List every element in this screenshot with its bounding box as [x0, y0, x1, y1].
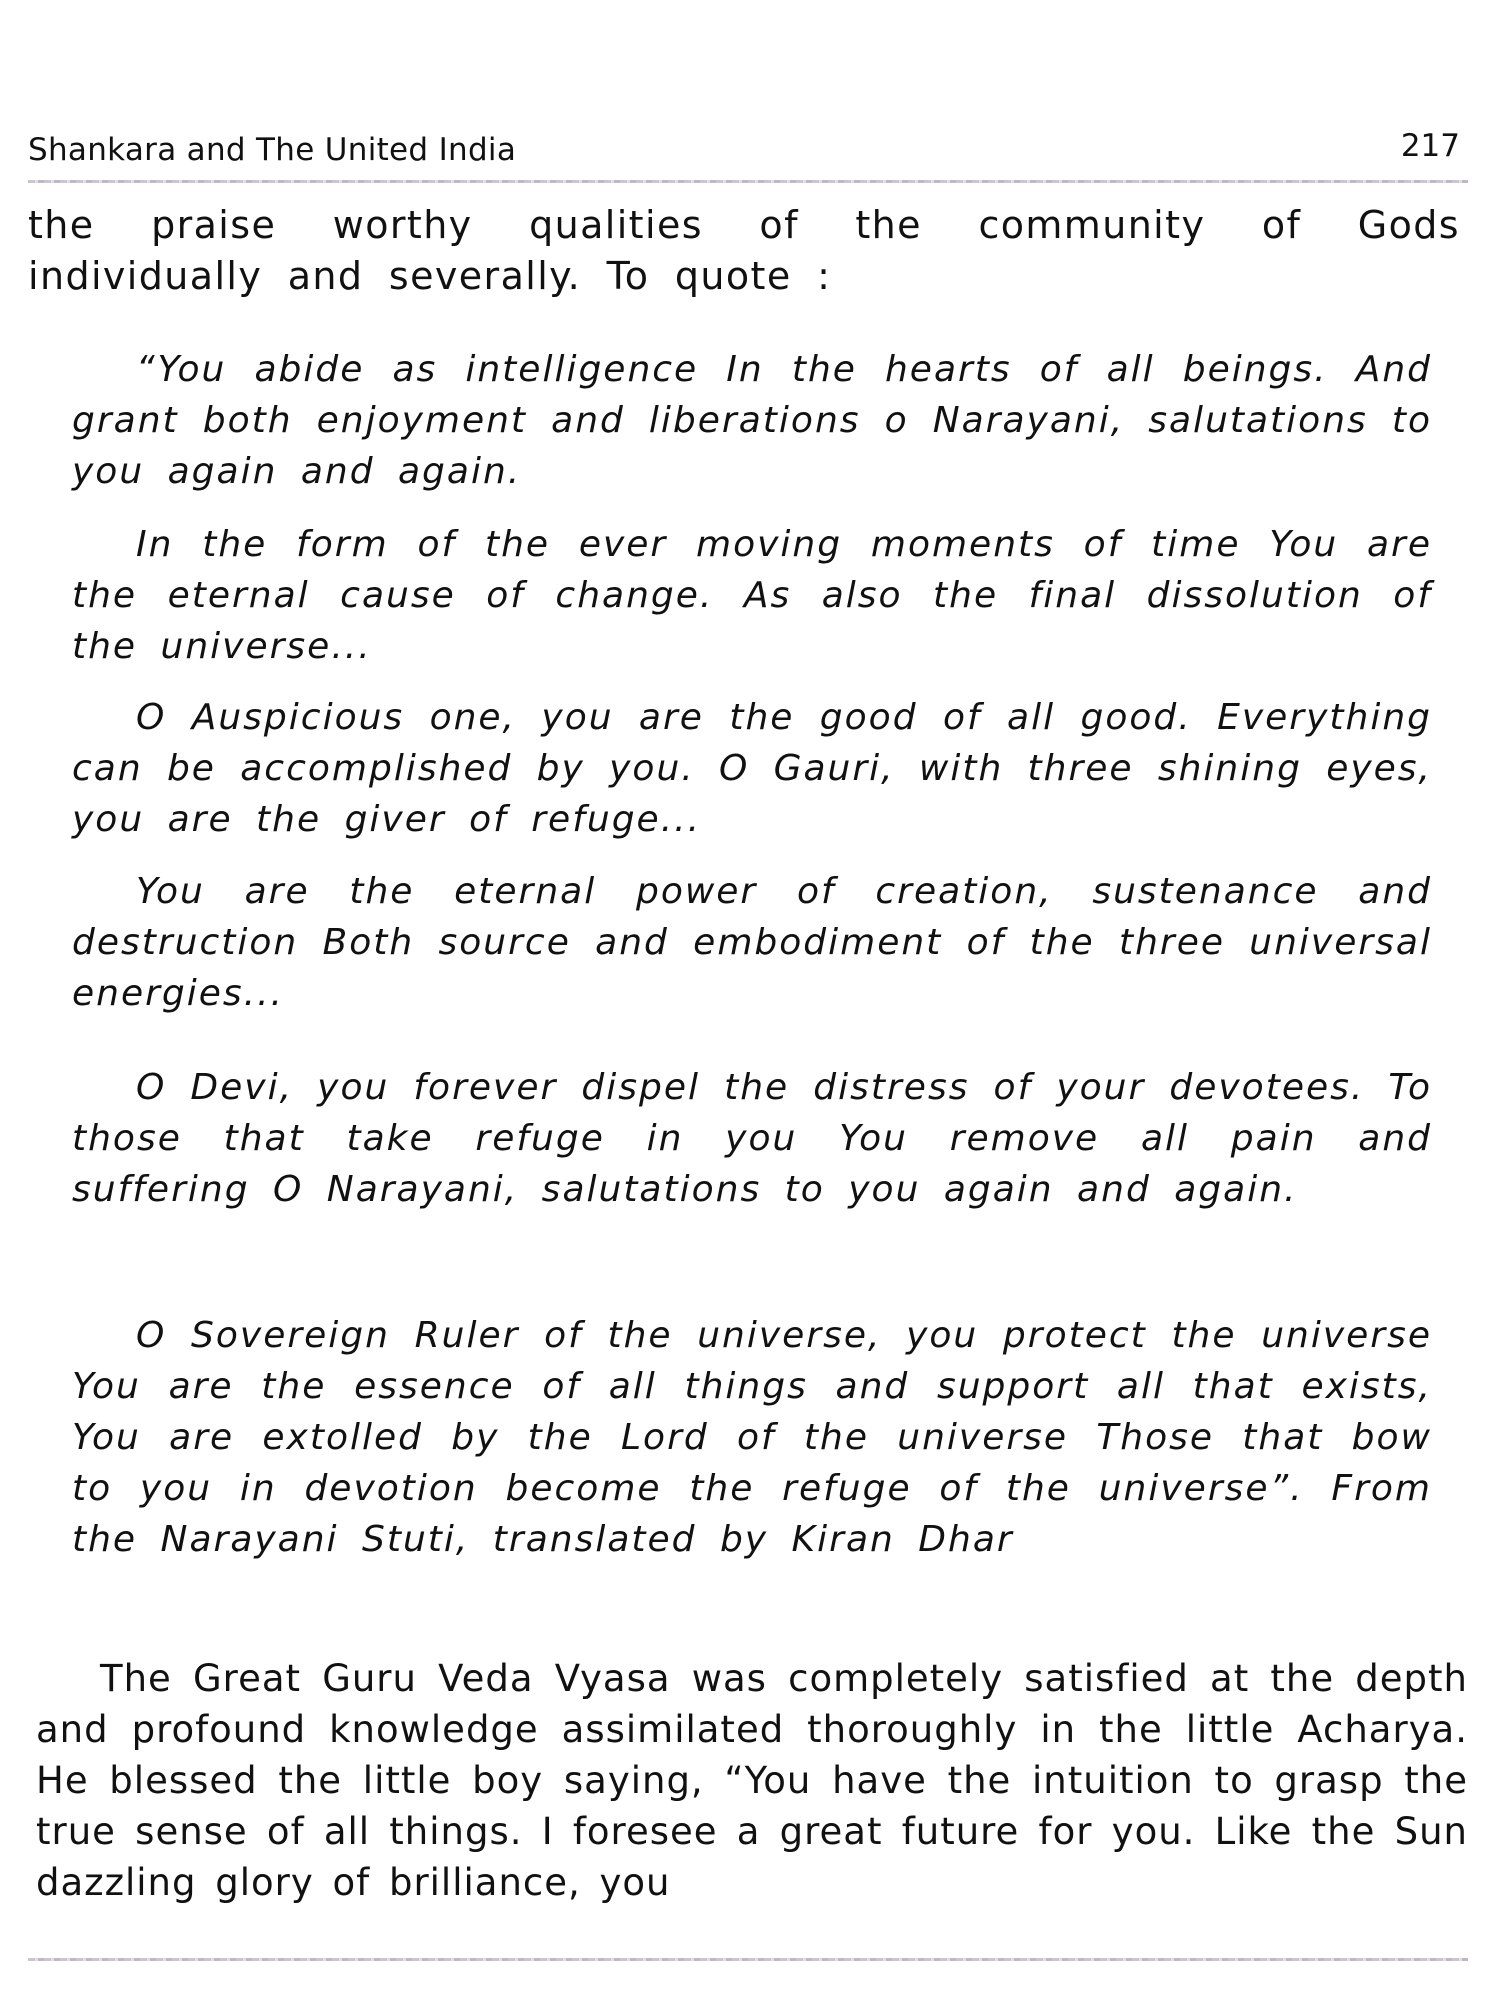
verse-text-1: “You abide as intelligence In the hearts of all beings. And grant both enjoyment and liberations o Narayani, salutations to you again and again. — [72, 349, 1432, 492]
verse-paragraph-2 — [72, 519, 1432, 672]
page-header — [28, 128, 1460, 176]
closing-paragraph — [36, 1653, 1468, 1908]
verse-paragraph-6 — [72, 1310, 1432, 1565]
running-title: Shankara and The United India — [28, 132, 517, 168]
verse-paragraph-1 — [72, 344, 1432, 497]
page-number: 217 — [1400, 128, 1460, 164]
verse-text-4: You are the eternal power of creation, sustenance and destruction Both source and embodiment of the three universal energies... — [72, 871, 1432, 1014]
verse-text-5: O Devi, you forever dispel the distress of your devotees. To those that take refuge in you You remove all pain and suffering O Narayani, salutations to you again and again. — [72, 1067, 1432, 1210]
closing-text: The Great Guru Veda Vyasa was completely satisfied at the depth and profound knowledge assimilated thoroughly in the little Acharya. He blessed the little boy saying, “You have the intuition to grasp the true sense of all things. I foresee a great future for you. Like the Sun dazzling glory of brilliance, you — [36, 1657, 1468, 1904]
header-rule — [28, 180, 1468, 183]
footer-rule — [28, 1958, 1468, 1961]
verse-paragraph-5 — [72, 1062, 1432, 1215]
lead-paragraph: the praise worthy qualities of the community of Gods individually and severally. To quote : — [28, 203, 1460, 298]
verse-text-3: O Auspicious one, you are the good of all good. Everything can be accomplished by you. O Gauri, with three shining eyes, you are the giver of refuge... — [72, 697, 1432, 840]
verse-text-6: O Sovereign Ruler of the universe, you protect the universe You are the essence of all things and support all that exists, You are extolled by the Lord of the universe Those that bow to you in devotion become the refuge of the universe”. From the Narayani Stuti, translated by Kiran Dhar — [72, 1315, 1432, 1560]
verse-paragraph-3 — [72, 692, 1432, 845]
verse-paragraph-4 — [72, 866, 1432, 1019]
verse-text-2: In the form of the ever moving moments of time You are the eternal cause of change. As also the final dissolution of the universe... — [72, 524, 1432, 667]
